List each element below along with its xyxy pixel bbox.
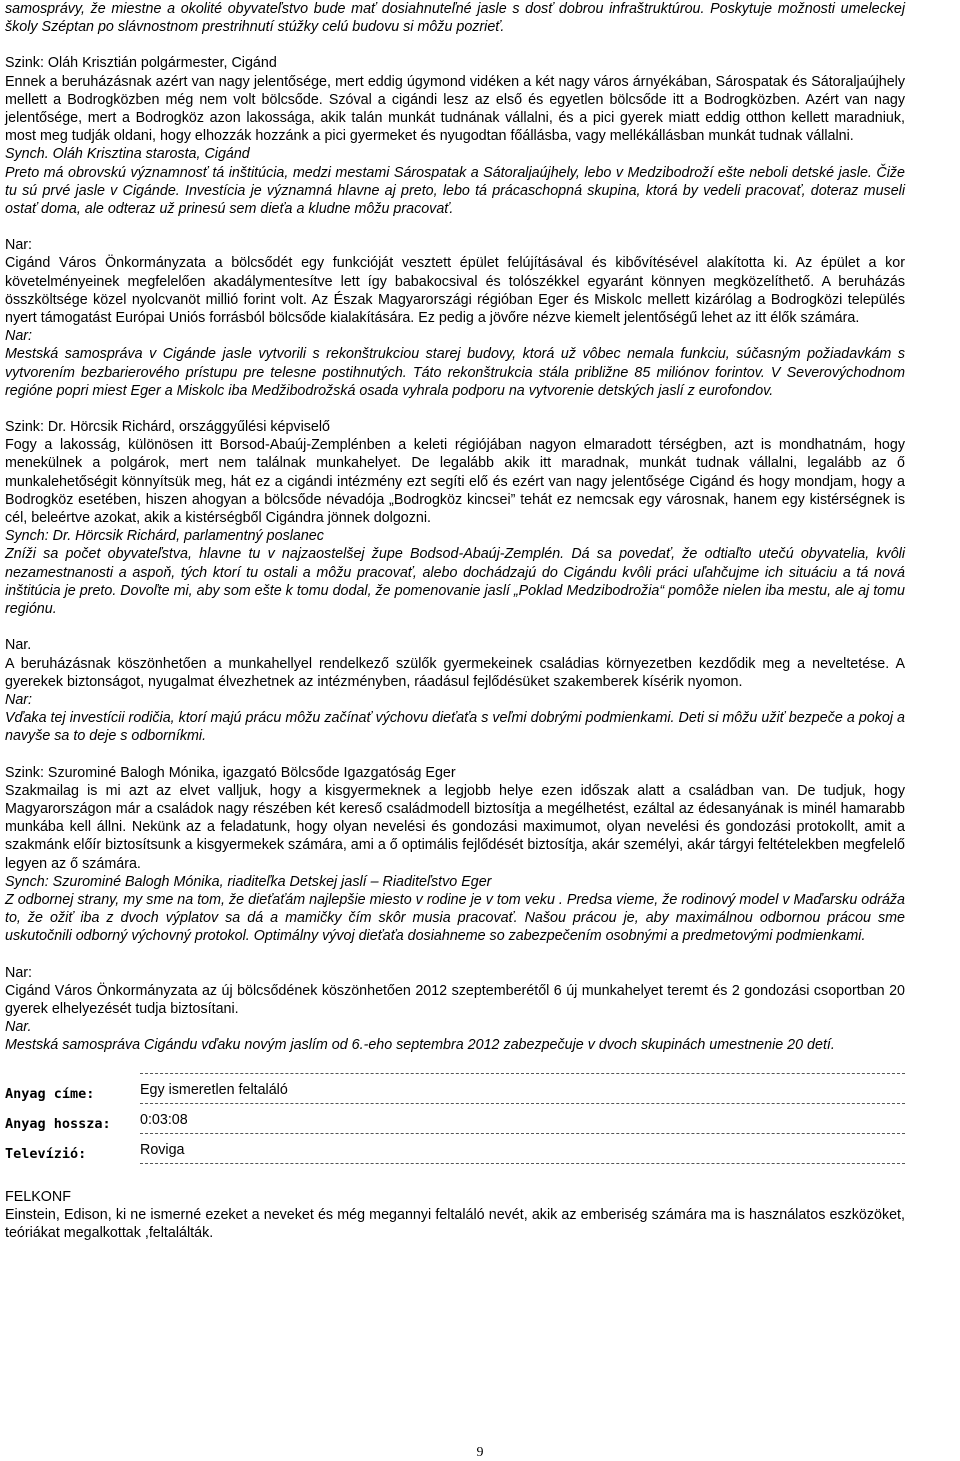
page-number: 9 xyxy=(476,1445,484,1460)
hungarian-paragraph: Fogy a lakosság, különösen itt Borsod-Abaúj-Zemplénben a keleti régiójában nagyon elmaradott térségben, azt is mondhatnám, hogy menekülnek a polgárok, mert nem találnak munkahelyet. De legalább akik itt maradnak, munkát tudnak vállalni, legalább az ő munkalehetőségit könnyítsük meg, hát ez a cigándi intézmény ezt segíti elő és ezért van nagy jelentősége Cigánd és hogy mondjam, hogy a Bodrogköz esetében, hiszen ahogyan a bölcsőde névadója „Bodrogköz kincsei” tehát ez nemcsak egy városnak, hanem egy kistérségnek is cél, beleértve azokat, akik a kistérségből Cigándra jönnek dolgozni. xyxy=(5,437,905,527)
document-page xyxy=(5,0,905,1242)
info-row-tv xyxy=(5,1134,905,1164)
speaker-line: Synch: Dr. Hörcsik Richárd, parlamentný poslanec xyxy=(5,528,324,545)
section-heading: FELKONF xyxy=(5,1188,71,1205)
slovak-paragraph: Preto má obrovskú významnosť tá inštitúcia, medzi mestami Sárospatak a Sátoraljaújhely, lebo v Medzibodroží ešte neboli detské jasle. Čiže tu sú prvé jasle v Cigánde. Investícia je významná hlavne aj preto, lebo tá prácaschopná skupina, ktorá by vedeli pracovať, doteraz museli ostať doma, ale odteraz už prinesú sem dieťa a kludne môžu pracovať. xyxy=(5,164,905,218)
material-info xyxy=(5,1073,905,1164)
slovak-paragraph: Mestská samospráva v Cigánde jasle vytvorili s rekonštrukciou starej budovy, ktorá už vôbec nemala funkciu, súčasným požiadavkám s vytvorením bezbarierového prístupu pre telesne postihnutých. Táto rekonštrukcia stála približne 85 miliónov forintov. V Severovýchodnom regióne popri miest Eger a Miskolc iba Medžibodrožská osada vyhrala podporu na vytvorenie detských jaslí z eurofondov. xyxy=(5,346,905,399)
paragraph-gap xyxy=(5,746,905,764)
paragraph-gap xyxy=(5,218,905,236)
hungarian-paragraph: A beruházásnak köszönhetően a munkahellyel rendelkező szülők gyermekeinek családias környezetben kezdődik meg a neveltetése. A gyerekek biztonságot, nyugalmat élvezhetnek az intézményben, ráadásul fejlődésüket szakemberek kísérik nyomon. xyxy=(5,655,905,690)
speaker-line: Szink: Szurominé Balogh Mónika, igazgató Bölcsőde Igazgatóság Eger xyxy=(5,764,456,781)
speaker-line: Nar: xyxy=(5,328,33,345)
speaker-line: Nar: xyxy=(5,964,33,981)
speaker-line: Szink: Dr. Hörcsik Richárd, országgyűlési képviselő xyxy=(5,419,330,436)
speaker-line: Synch. Oláh Krisztina starosta, Cigánd xyxy=(5,146,250,163)
paragraph-gap xyxy=(5,36,905,54)
info-row-title xyxy=(5,1074,905,1104)
slovak-paragraph: Z odbornej strany, my sme na tom, že dieťaťám najlepšie miesto v rodine je v tom veku . Predsa vieme, že rodinový model v Maďarsku odráža to, že ožiť iba z dvoch výplatov sa dá a mamičky čím skôr musia pracovať. Našou prácou je, aby maximálnou odbornou prácou sme uskutočnili odborný výchovný protokol. Optimálny vývoj dieťaťa dosiahneme so zabezpečením osobnými a predmetovými podmienkami. xyxy=(5,891,905,945)
hungarian-paragraph: Ennek a beruházásnak azért van nagy jelentősége, mert eddig úgymond vidéken a két nagy város árnyékában, Sárospatak és Sátoraljaújhely mellett a Bodrogközben még nem volt bölcsőde. Szóval a cigándi lesz az első és egyetlen bölcsőde itt a Bodrogközben. Azért van nagy jelentősége, mert a Bodrogköz azon lakossága, akik talán munkát tudnának vállalni, és a pici gyerek miatt eddig otthon kellett maradniuk, most meg tudják oldani, hogy elhozzák hozzánk a pici gyermeket és nyugodtan főállásba, vagy mellékállásban munkát tudnak vállalni. xyxy=(5,73,905,145)
paragraph-gap xyxy=(5,946,905,964)
info-value-length: 0:03:08 xyxy=(140,1111,905,1133)
slovak-paragraph: Zníži sa počet obyvateľstva, hlavne tu v najzaostelšej župe Bodsod-Abaúj-Zemplén. Dá sa povedať, že odtiaľto utečú obyvatelia, kvôli nezamestnanosti a aspoň, tých ktorí tu ostali a môžu pracovať, alebo dochádzajú do Cigándu kvôli práci uľahčujme ich situáciu a tá nová inštitúcia je preto. Dovoľte mi, aby som ešte k tomu dodal, že pomenovanie jaslí „Poklad Medzibodrožia“ pomôže nielen iba mestu, ale aj tomu regiónu. xyxy=(5,546,905,618)
speaker-line: Nar. xyxy=(5,1019,32,1036)
info-row-length xyxy=(5,1104,905,1134)
info-label-tv: Televízió: xyxy=(5,1146,87,1163)
speaker-line: Synch: Szurominé Balogh Mónika, riaditeľka Detskej jaslí – Riaditeľstvo Eger xyxy=(5,873,492,890)
slovak-paragraph: Mestská samospráva Cigándu vďaku novým jaslím od 6.-eho septembra 2012 zabezpečuje v dvoch skupinách umestnenie 20 detí. xyxy=(5,1037,835,1054)
slovak-paragraph: Vďaka tej investícii rodičia, ktorí majú prácu môžu začínať výchovu dieťaťa s veľmi dobrými podmienkami. Deti si môžu užiť bezpeče a pokoj a navyše sa to deje s odborníkmi. xyxy=(5,710,905,745)
speaker-line: Nar: xyxy=(5,237,33,254)
hungarian-paragraph: Cigánd Város Önkormányzata az új bölcsődének köszönhetően 2012 szeptemberétől 6 új munkahelyet teremt és 2 gondozási csoportban 20 gyerek elhelyezését tudja biztosítani. xyxy=(5,982,905,1017)
info-value-tv: Roviga xyxy=(140,1141,905,1163)
paragraph-gap xyxy=(5,400,905,418)
info-value-title: Egy ismeretlen feltaláló xyxy=(140,1081,905,1103)
paragraph-gap xyxy=(5,618,905,636)
speaker-line: Nar: xyxy=(5,691,33,708)
hungarian-paragraph: Cigánd Város Önkormányzata a bölcsődét egy funkcióját vesztett épület felújításával és kibővítésével alakította ki. Az épület a kor követelményeinek megfelelően akadálymentesítve lett így babakocsival és tolószékkel egyaránt könnyen megközelíthető. A beruházás összköltsége közel nyolcvanöt millió forint volt. Az Észak Magyarországi régióban Eger és Miskolc mellett kizárólag a Bodrogközi település nyert támogatást Európai Uniós forrásból bölcsőde kialakítására. Ez pedig a jövőre nézve kiemelt jelentőségű lehet az itt élők számára. xyxy=(5,255,905,327)
transcript-body xyxy=(5,0,905,1055)
hungarian-paragraph: Szakmailag is mi azt az elvet valljuk, hogy a kisgyermeknek a legjobb helye ezen időszak alatt a családban van. De tudjuk, hogy Magyarországon már a családok nagy részében két kereső családmodell biztosítja a megélhetést, ezáltal az édesanyának is minél hamarabb munkába kell állni. Nekünk az a feladatunk, hogy olyan nevelési és gondozási maximumot, olyan nevelési és gondozási protokollt, amit a szakmánk előír biztosítsunk a kisgyermekek számára, ami a ő optimális fejlődését biztosítja, akár személyi, akár tárgyi feltételekben megfelelő legyen az ő számára. xyxy=(5,782,905,872)
section-text: Einstein, Edison, ki ne ismerné ezeket a neveket és még megannyi feltaláló nevét, akik az emberiség számára ma is használatos eszközöket, teóriákat megalkottak ,feltalálták. xyxy=(5,1206,905,1241)
slovak-paragraph: samosprávy, že miestne a okolité obyvateľstvo bude mať dosiahnuteľné jasle s dosť dobrou infraštruktúrou. Poskytuje možnosti umeleckej školy Széptan po slávnostnom prestrihnutí stúžky celú budovu si môžu pozrieť. xyxy=(5,1,905,36)
speaker-line: Nar. xyxy=(5,637,32,654)
speaker-line: Szink: Oláh Krisztián polgármester, Cigánd xyxy=(5,55,277,72)
info-label-length: Anyag hossza: xyxy=(5,1116,111,1133)
info-label-title: Anyag címe: xyxy=(5,1086,95,1103)
